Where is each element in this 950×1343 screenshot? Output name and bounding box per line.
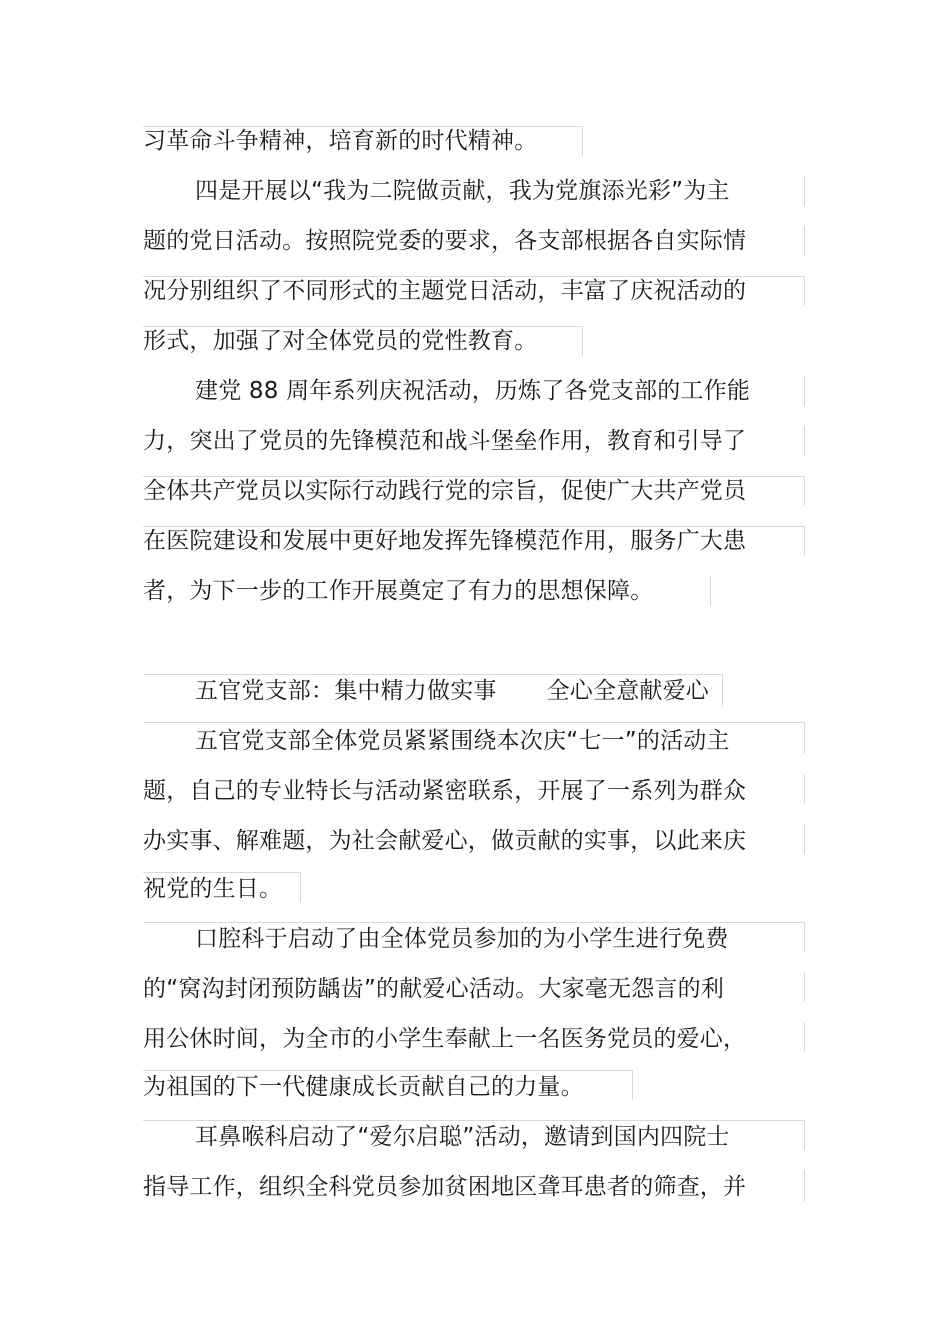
cell-border <box>632 1070 633 1100</box>
text-line: 口腔科于启动了由全体党员参加的为小学生进行免费 <box>195 926 729 952</box>
cell-border <box>804 1170 805 1202</box>
section-heading <box>195 676 709 706</box>
text-line: 形式，加强了对全体党员的党性教育。 <box>143 328 538 354</box>
cell-border <box>143 872 301 873</box>
cell-border <box>143 922 805 923</box>
cell-border <box>143 526 805 527</box>
text-line: 耳鼻喉科启动了“爱尔启聪”活动，邀请到国内四院士 <box>195 1124 730 1150</box>
text-line: 题的党日活动。按照院党委的要求，各支部根据各自实际情 <box>143 228 747 254</box>
text-line: 五官党支部全体党员紧紧围绕本次庆“七一”的活动主 <box>195 728 730 754</box>
cell-border <box>722 674 723 706</box>
text-line: 全体共产党员以实际行动践行党的宗旨，促使广大共产党员 <box>143 478 747 504</box>
cell-border <box>804 722 805 754</box>
cell-border <box>804 526 805 556</box>
text-line: 建党 88 周年系列庆祝活动，历炼了各党支部的工作能 <box>195 378 751 404</box>
text-line: 办实事、解难题，为社会献爱心，做贡献的实事，以此来庆 <box>143 828 747 854</box>
section-heading-left: 五官党支部：集中精力做实事 <box>195 678 497 704</box>
cell-border <box>804 176 805 206</box>
text-line: 祝党的生日。 <box>143 876 283 902</box>
cell-border <box>582 126 583 156</box>
text-line: 用公休时间，为全市的小学生奉献上一名医务党员的爱心， <box>143 1026 747 1052</box>
cell-border <box>804 476 805 506</box>
cell-border <box>804 376 805 406</box>
cell-border <box>804 774 805 804</box>
cell-border <box>143 126 583 127</box>
cell-border <box>143 276 805 277</box>
section-heading-right: 全心全意献爱心 <box>546 678 710 704</box>
cell-border <box>300 872 301 902</box>
text-line: 四是开展以“我为二院做贡献，我为党旗添光彩”为主 <box>195 178 730 204</box>
text-line: 为祖国的下一代健康成长贡献自己的力量。 <box>143 1074 584 1100</box>
text-line: 的“窝沟封闭预防龋齿”的献爱心活动。大家毫无怨言的利 <box>143 976 725 1002</box>
cell-border <box>804 1120 805 1150</box>
text-line: 力，突出了党员的先锋模范和战斗堡垒作用，教育和引导了 <box>143 428 747 454</box>
text-line: 习革命斗争精神，培育新的时代精神。 <box>143 128 538 154</box>
cell-border <box>143 476 805 477</box>
cell-border <box>804 226 805 256</box>
text-line: 者，为下一步的工作开展奠定了有力的思想保障。 <box>143 578 654 604</box>
cell-border <box>804 922 805 952</box>
cell-border <box>582 326 583 356</box>
cell-border <box>143 722 805 723</box>
cell-border <box>143 1070 633 1071</box>
text-line: 指导工作，组织全科党员参加贫困地区聋耳患者的筛查，并 <box>143 1174 747 1200</box>
cell-border <box>143 326 583 327</box>
cell-border <box>143 674 723 675</box>
text-line: 题，自己的专业特长与活动紧密联系，开展了一系列为群众 <box>143 778 747 804</box>
cell-border <box>143 1120 805 1121</box>
text-line: 在医院建设和发展中更好地发挥先锋模范作用，服务广大患 <box>143 528 747 554</box>
text-line: 况分别组织了不同形式的主题党日活动，丰富了庆祝活动的 <box>143 278 747 304</box>
cell-border <box>710 576 711 606</box>
cell-border <box>804 972 805 1002</box>
cell-border <box>804 426 805 456</box>
cell-border <box>804 276 805 306</box>
cell-border <box>804 824 805 854</box>
cell-border <box>804 1022 805 1052</box>
